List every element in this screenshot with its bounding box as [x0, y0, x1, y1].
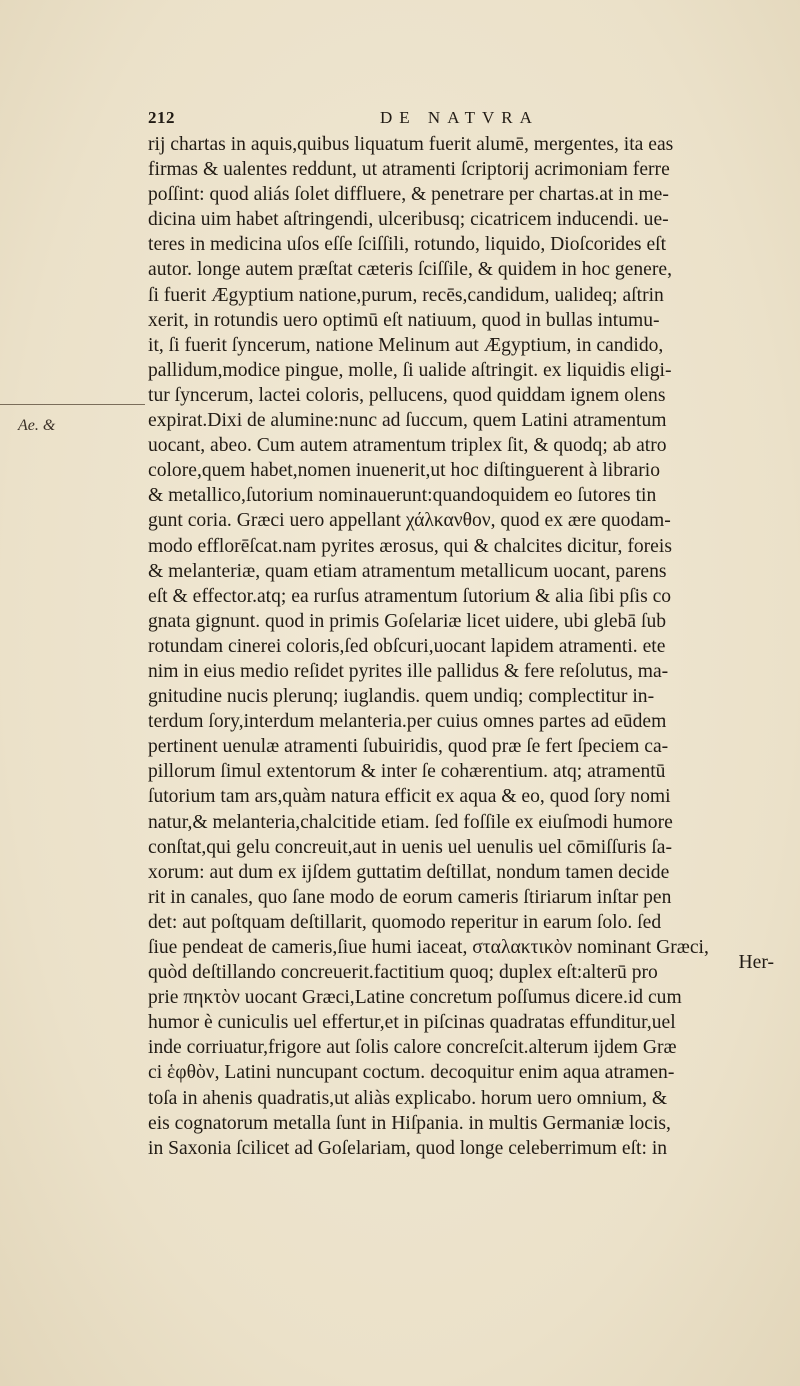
text-line: teres in medicina uſos eſſe ſciſſili, rotundo, liquido, Dioſcorides eſt: [148, 234, 667, 256]
text-line: & melanteriæ, quam etiam atramentum metallicum uocant, parens: [148, 560, 667, 582]
text-line: expirat.Dixi de alumine:nunc ad ſuccum, quem Latini atramentum: [148, 410, 667, 432]
text-line: conſtat,qui gelu concreuit,aut in uenis uel uenulis uel cōmiſſuris ſa-: [148, 836, 672, 858]
text-line: xerit, in rotundis uero optimū eſt natiuum, quod in bullas intumu-: [148, 309, 660, 331]
page-header: [148, 108, 774, 132]
text-line: modo efflorēſcat.nam pyrites ærosus, qui & chalcites dicitur, foreis: [148, 535, 672, 557]
margin-rule: [0, 404, 145, 405]
text-line: xorum: aut dum ex ijſdem guttatim deſtillat, nondum tamen decide: [148, 861, 670, 883]
text-line: prie πηκτὸν uocant Græci,Latine concretum poſſumus dicere.id cum: [148, 987, 682, 1009]
text-line: pillorum ſimul extentorum & inter ſe cohærentium. atq; atramentū: [148, 761, 666, 783]
text-line: ſi fuerit Ægyptium natione,purum, recēs,candidum, ualideq; aſtrin: [148, 284, 664, 306]
text-line: rit in canales, quo ſane modo de eorum cameris ſtiriarum inſtar pen: [148, 886, 672, 908]
text-line: gunt coria. Græci uero appellant χάλκανθον, quod ex ære quodam-: [148, 510, 671, 532]
text-line: pertinent uenulæ atramenti ſubuiridis, quod præ ſe fert ſpeciem ca-: [148, 736, 669, 758]
text-line: in Saxonia ſcilicet ad Goſelariam, quod longe celeberrimum eſt: in: [148, 1137, 668, 1159]
text-line: eſt & effector.atq; ea rurſus atramentum ſutorium & alia ſibi pſis co: [148, 585, 672, 607]
text-line: ſutorium tam ars,quàm natura efficit ex aqua & eo, quod ſory nomi: [148, 786, 671, 808]
text-block: [148, 132, 774, 1161]
text-line: toſa in ahenis quadratis,ut aliàs explicabo. horum uero omnium, &: [148, 1087, 668, 1109]
folio-number: 212: [148, 108, 175, 127]
text-line: rij chartas in aquis,quibus liquatum fuerit alumē, mergentes, ita eas: [148, 134, 674, 155]
text-line: gnata gignunt. quod in primis Goſelariæ licet uidere, ubi glebā ſub: [148, 610, 667, 632]
text-line: autor. longe autem præſtat cæteris ſciſſile, & quidem in hoc genere,: [148, 259, 672, 281]
catchword: Her-: [738, 952, 774, 973]
text-line: colore,quem habet,nomen inuenerit,ut hoc diſtinguerent à librario: [148, 460, 660, 482]
text-line: & metallico,ſutorium nominauerunt:quandoquidem eo ſutores tin: [148, 485, 657, 507]
text-line: natur,& melanteria,chalcitide etiam. ſed foſſile ex eiuſmodi humore: [148, 811, 673, 833]
running-head: DE NATVRA: [380, 108, 539, 127]
text-line: pallidum,modice pingue, molle, ſi ualide aſtringit. ex liquidis eligi-: [148, 359, 672, 381]
text-line: eis cognatorum metalla ſunt in Hiſpania. in multis Germaniæ locis,: [148, 1112, 671, 1134]
text-line: humor è cuniculis uel effertur,et in piſcinas quadratas effunditur,uel: [148, 1012, 676, 1034]
margin-note: Ae. &: [18, 417, 56, 434]
text-line: poſſint: quod aliás ſolet diffluere, & penetrare per chartas.at in me-: [148, 184, 669, 206]
text-line: it, ſi fuerit ſyncerum, natione Melinum aut Ægyptium, in candido,: [148, 334, 664, 356]
text-line: dicina uim habet aſtringendi, ulceribusq; cicatricem inducendi. ue-: [148, 209, 669, 231]
text-line: ſiue pendeat de cameris,ſiue humi iaceat, σταλακτικὸν nominant Græci,: [148, 937, 709, 958]
text-line: terdum ſory,interdum melanteria.per cuius omnes partes ad eūdem: [148, 711, 667, 733]
text-line: rotundam cinerei coloris,ſed obſcuri,uocant lapidem atramenti. ete: [148, 635, 666, 657]
text-line: inde corriuatur,frigore aut ſolis calore concreſcit.alterum ijdem Græ: [148, 1037, 677, 1059]
text-line: firmas & ualentes reddunt, ut atramenti ſcriptorij acrimoniam ferre: [148, 159, 670, 181]
text-line: gnitudine nucis plerunq; iuglandis. quem undiq; complectitur in-: [148, 686, 655, 708]
text-line: det: aut poſtquam deſtillarit, quomodo reperitur in earum ſolo. ſed: [148, 911, 662, 933]
text-line: nim in eius medio reſidet pyrites ille pallidus & fere reſolutus, ma-: [148, 660, 669, 682]
text-line: quòd deſtillando concreuerit.factitium quoq; duplex eſt:alterū pro: [148, 962, 658, 984]
text-line: tur ſyncerum, lactei coloris, pellucens, quod quiddam ignem olens: [148, 384, 666, 406]
text-line: ci ἑφθὸν, Latini nuncupant coctum. decoquitur enim aqua atramen-: [148, 1062, 675, 1084]
text-line: uocant, abeo. Cum autem atramentum triplex ſit, & quodq; ab atro: [148, 435, 667, 457]
